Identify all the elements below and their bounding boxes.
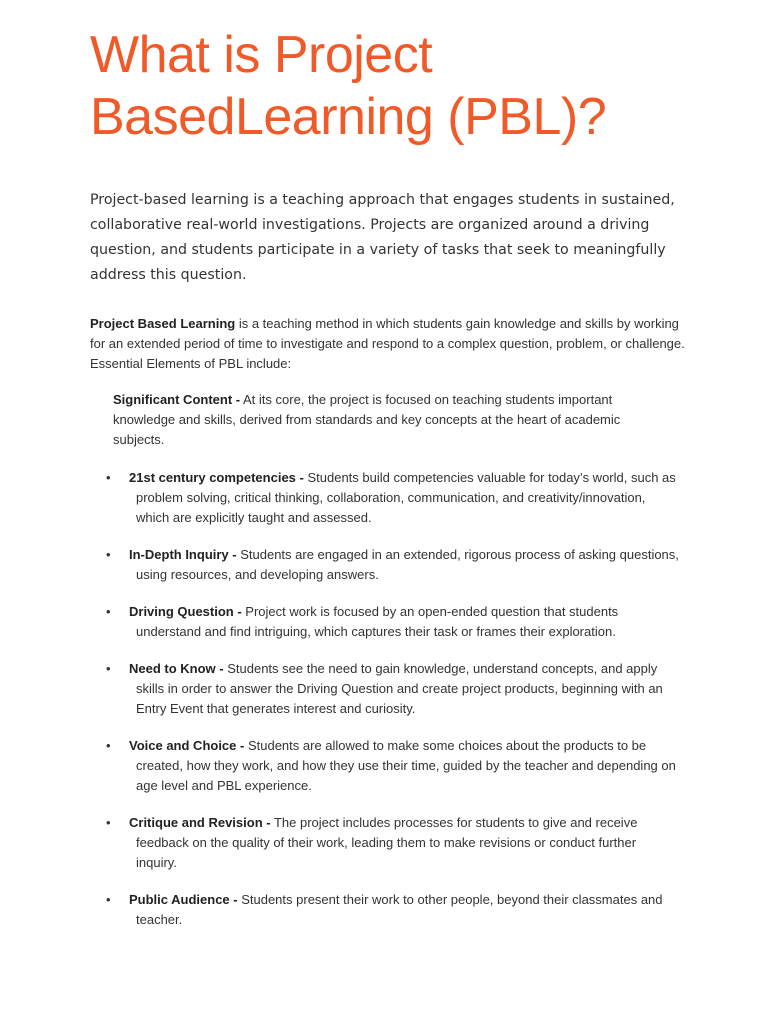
intro-paragraph: Project-based learning is a teaching approach that engages students in sustained, collaborative real-world investigations. Projects are organized around a driving question, and students participate in a variety of tasks that seek to meaningfully address this question. <box>90 192 675 283</box>
essential-elements-list <box>106 468 680 947</box>
page-title: What is Project BasedLearning (PBL)? <box>90 26 607 146</box>
list-item-term: 21st century competencies - <box>129 470 304 485</box>
list-item <box>106 890 680 930</box>
list-item-term: Driving Question - <box>129 604 242 619</box>
list-item-text: The project includes processes for students to give and receive feedback on the quality of their work, leading them to make revisions or conduct further inquiry. <box>136 815 638 870</box>
list-item-text: Students are engaged in an extended, rigorous process of asking questions, using resources, and developing answers. <box>136 547 679 582</box>
bullet-icon: • <box>106 661 111 676</box>
list-item-text: Students see the need to gain knowledge, understand concepts, and apply skills in order to answer the Driving Question and create project products, beginning with an Entry Event that generates interest and curiosity. <box>136 661 663 716</box>
bullet-icon: • <box>106 815 111 830</box>
bullet-icon: • <box>106 470 111 485</box>
bullet-icon: • <box>106 604 111 619</box>
list-item-text: Students build competencies valuable for today’s world, such as problem solving, critical thinking, collaboration, communication, and creativity/innovation, which are explicitly taught and assessed. <box>136 470 676 525</box>
list-item-term: Public Audience - <box>129 892 238 907</box>
list-item-term: Need to Know - <box>129 661 224 676</box>
list-item <box>106 659 680 719</box>
definition-paragraph <box>90 314 690 374</box>
bullet-icon: • <box>106 892 111 907</box>
list-item <box>106 602 680 642</box>
significant-content-paragraph <box>113 390 673 450</box>
list-item-text: Students present their work to other people, beyond their classmates and teacher. <box>136 892 663 927</box>
bullet-icon: • <box>106 738 111 753</box>
bullet-icon: • <box>106 547 111 562</box>
list-item <box>106 736 680 796</box>
significant-content-term: Significant Content - <box>113 392 241 407</box>
list-item <box>106 813 680 873</box>
list-item <box>106 468 680 528</box>
list-item-term: Voice and Choice - <box>129 738 245 753</box>
definition-term: Project Based Learning <box>90 316 236 331</box>
significant-content-text: At its core, the project is focused on teaching students important knowledge and skills, derived from standards and key concepts at the heart of academic subjects. <box>113 392 621 447</box>
list-item-text: Students are allowed to make some choices about the products to be created, how they work, and how they use their time, guided by the teacher and depending on age level and PBL experience. <box>136 738 676 793</box>
list-item-term: In-Depth Inquiry - <box>129 547 237 562</box>
definition-text: is a teaching method in which students gain knowledge and skills by working for an extended period of time to investigate and respond to a complex question, problem, or challenge. Essential Elements of PBL include: <box>90 316 685 371</box>
list-item-text: Project work is focused by an open-ended question that students understand and find intriguing, which captures their task or frames their exploration. <box>136 604 619 639</box>
document-page <box>90 24 690 927</box>
list-item <box>106 545 680 585</box>
list-item-term: Critique and Revision - <box>129 815 271 830</box>
